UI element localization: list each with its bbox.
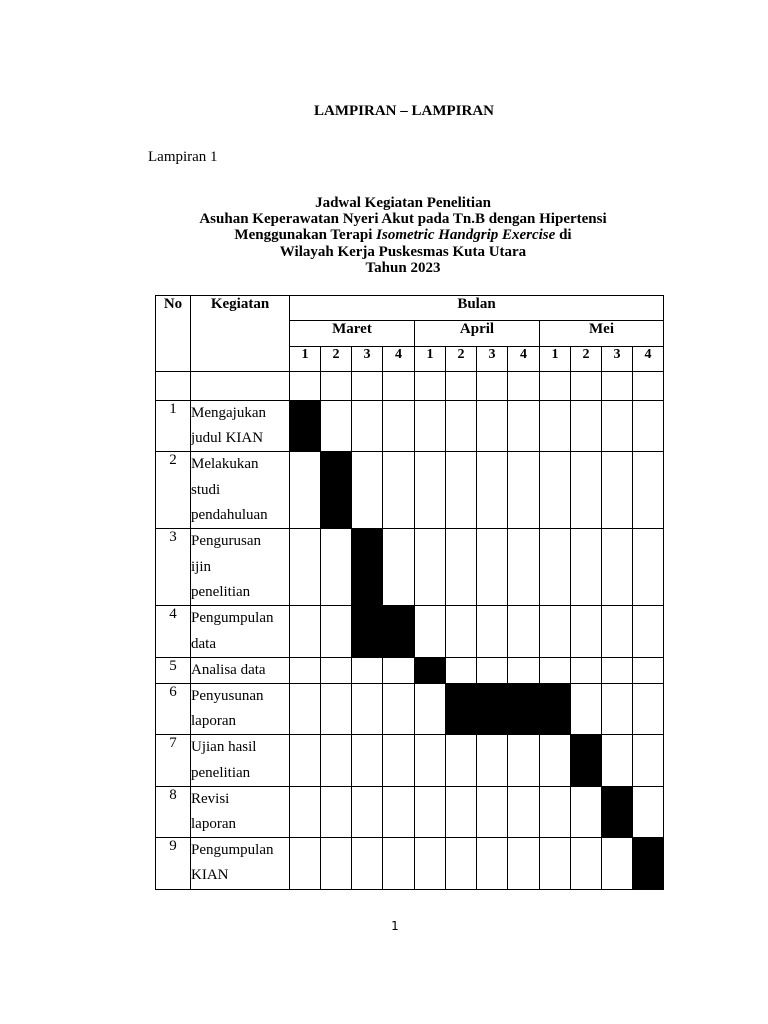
title-line-1: Jadwal Kegiatan Penelitian bbox=[315, 195, 491, 211]
schedule-cell-empty bbox=[571, 684, 602, 735]
schedule-cell-empty bbox=[571, 452, 602, 529]
week-header: 4 bbox=[508, 347, 540, 372]
schedule-cell-empty bbox=[508, 838, 540, 889]
activity-name-line: penelitian bbox=[191, 583, 251, 600]
schedule-cell-empty bbox=[290, 838, 321, 889]
week-header: 2 bbox=[446, 347, 477, 372]
schedule-cell-empty bbox=[633, 452, 664, 529]
activity-name-line: KIAN bbox=[191, 867, 229, 884]
schedule-cell-empty bbox=[508, 657, 540, 683]
schedule-cell-empty bbox=[321, 684, 352, 735]
activity-name-line: Melakukan bbox=[191, 456, 259, 473]
schedule-cell-empty bbox=[290, 452, 321, 529]
schedule-cell-empty bbox=[477, 606, 508, 657]
schedule-cell-empty bbox=[446, 401, 477, 452]
activity-name bbox=[191, 401, 290, 452]
schedule-cell-empty bbox=[415, 606, 446, 657]
header-spacer-cell bbox=[571, 372, 602, 401]
schedule-cell-empty bbox=[602, 657, 633, 683]
schedule-cell-empty bbox=[508, 735, 540, 786]
header-spacer-cell bbox=[477, 372, 508, 401]
schedule-cell-empty bbox=[508, 786, 540, 837]
schedule-cell-filled bbox=[508, 684, 540, 735]
activity-name bbox=[191, 657, 290, 683]
activity-name-line: penelitian bbox=[191, 764, 251, 781]
title-line-2: Asuhan Keperawatan Nyeri Akut pada Tn.B dengan Hipertensi bbox=[199, 211, 607, 228]
schedule-cell-empty bbox=[415, 735, 446, 786]
activity-name bbox=[191, 838, 290, 889]
schedule-cell-empty bbox=[540, 401, 571, 452]
schedule-cell-empty bbox=[321, 786, 352, 837]
table-row bbox=[156, 684, 664, 735]
title-line-3-start: Menggunakan Terapi bbox=[234, 227, 377, 244]
week-header: 1 bbox=[290, 347, 321, 372]
schedule-cell-filled bbox=[321, 452, 352, 529]
table-row bbox=[156, 529, 664, 606]
schedule-cell-empty bbox=[602, 838, 633, 889]
row-number: 5 bbox=[156, 657, 191, 683]
activity-name-line: studi bbox=[191, 481, 221, 498]
schedule-title bbox=[0, 195, 768, 276]
activity-schedule-table bbox=[155, 295, 664, 890]
schedule-cell-empty bbox=[633, 735, 664, 786]
schedule-cell-empty bbox=[415, 786, 446, 837]
schedule-cell-empty bbox=[540, 786, 571, 837]
table-row bbox=[156, 452, 664, 529]
schedule-cell-empty bbox=[321, 657, 352, 683]
schedule-cell-empty bbox=[415, 684, 446, 735]
schedule-cell-empty bbox=[540, 735, 571, 786]
schedule-cell-empty bbox=[446, 529, 477, 606]
table-row bbox=[156, 657, 664, 683]
schedule-cell-filled bbox=[571, 735, 602, 786]
title-line-3 bbox=[0, 227, 768, 243]
schedule-cell-empty bbox=[508, 606, 540, 657]
activity-name-line: judul KIAN bbox=[191, 430, 264, 447]
schedule-cell-empty bbox=[352, 735, 383, 786]
schedule-cell-empty bbox=[415, 401, 446, 452]
schedule-cell-empty bbox=[321, 838, 352, 889]
schedule-cell-empty bbox=[571, 786, 602, 837]
schedule-cell-empty bbox=[446, 606, 477, 657]
header-spacer-cell bbox=[633, 372, 664, 401]
schedule-cell-empty bbox=[633, 684, 664, 735]
week-header: 3 bbox=[602, 347, 633, 372]
schedule-cell-empty bbox=[290, 657, 321, 683]
schedule-cell-empty bbox=[477, 657, 508, 683]
schedule-cell-empty bbox=[602, 529, 633, 606]
schedule-cell-filled bbox=[477, 684, 508, 735]
schedule-cell-empty bbox=[633, 529, 664, 606]
month-header-maret: Maret bbox=[290, 321, 415, 347]
activity-name-line: laporan bbox=[191, 713, 236, 730]
schedule-cell-empty bbox=[446, 735, 477, 786]
schedule-cell-empty bbox=[477, 735, 508, 786]
schedule-cell-empty bbox=[633, 786, 664, 837]
schedule-cell-empty bbox=[477, 838, 508, 889]
activity-name bbox=[191, 684, 290, 735]
schedule-cell-empty bbox=[633, 401, 664, 452]
page-number: 1 bbox=[391, 919, 399, 933]
schedule-cell-filled bbox=[290, 401, 321, 452]
week-header: 4 bbox=[383, 347, 415, 372]
activity-name-line: Analisa data bbox=[191, 661, 266, 678]
schedule-cell-empty bbox=[477, 452, 508, 529]
schedule-cell-empty bbox=[290, 735, 321, 786]
title-line-3-italic: Isometric Handgrip Exercise bbox=[376, 227, 556, 244]
activity-name-line: Pengumpulan bbox=[191, 842, 274, 859]
header-spacer-cell bbox=[540, 372, 571, 401]
activity-name-line: Pengumpulan bbox=[191, 610, 274, 627]
row-number: 3 bbox=[156, 529, 191, 606]
header-spacer-cell bbox=[415, 372, 446, 401]
row-number: 9 bbox=[156, 838, 191, 889]
header-spacer-cell bbox=[321, 372, 352, 401]
schedule-cell-empty bbox=[383, 735, 415, 786]
header-spacer-cell bbox=[290, 372, 321, 401]
schedule-cell-empty bbox=[415, 838, 446, 889]
column-header-bulan: Bulan bbox=[290, 296, 664, 321]
month-header-mei: Mei bbox=[540, 321, 664, 347]
schedule-cell-empty bbox=[352, 838, 383, 889]
schedule-cell-filled bbox=[540, 684, 571, 735]
schedule-cell-empty bbox=[321, 606, 352, 657]
row-number: 6 bbox=[156, 684, 191, 735]
row-number: 7 bbox=[156, 735, 191, 786]
schedule-cell-empty bbox=[446, 657, 477, 683]
activity-name bbox=[191, 529, 290, 606]
schedule-cell-empty bbox=[383, 657, 415, 683]
column-header-kegiatan: Kegiatan bbox=[191, 296, 290, 372]
schedule-cell-empty bbox=[540, 838, 571, 889]
schedule-cell-empty bbox=[352, 452, 383, 529]
activity-name bbox=[191, 606, 290, 657]
table-row bbox=[156, 838, 664, 889]
activity-name-line: Penyusunan bbox=[191, 688, 264, 705]
activity-name-line: laporan bbox=[191, 816, 236, 833]
header-spacer-cell bbox=[383, 372, 415, 401]
activity-name-line: ijin bbox=[191, 558, 212, 575]
schedule-cell-empty bbox=[383, 401, 415, 452]
schedule-cell-filled bbox=[446, 684, 477, 735]
schedule-cell-empty bbox=[633, 606, 664, 657]
activity-name-line: pendahuluan bbox=[191, 506, 268, 523]
schedule-cell-filled bbox=[602, 786, 633, 837]
week-header: 2 bbox=[321, 347, 352, 372]
schedule-cell-filled bbox=[383, 606, 415, 657]
week-header: 1 bbox=[540, 347, 571, 372]
week-header: 3 bbox=[477, 347, 508, 372]
schedule-cell-empty bbox=[446, 786, 477, 837]
activity-name bbox=[191, 452, 290, 529]
schedule-cell-empty bbox=[290, 529, 321, 606]
schedule-cell-empty bbox=[352, 684, 383, 735]
header-spacer-cell bbox=[191, 372, 290, 401]
schedule-cell-filled bbox=[633, 838, 664, 889]
schedule-cell-filled bbox=[352, 529, 383, 606]
table-row bbox=[156, 401, 664, 452]
row-number: 2 bbox=[156, 452, 191, 529]
row-number: 4 bbox=[156, 606, 191, 657]
title-line-5: Tahun 2023 bbox=[365, 259, 441, 276]
week-header: 4 bbox=[633, 347, 664, 372]
header-spacer-cell bbox=[602, 372, 633, 401]
activity-name-line: Revisi bbox=[191, 790, 230, 807]
schedule-cell-empty bbox=[540, 529, 571, 606]
schedule-cell-empty bbox=[602, 452, 633, 529]
title-line-3-end: di bbox=[555, 227, 572, 244]
schedule-cell-empty bbox=[321, 401, 352, 452]
table-row bbox=[156, 786, 664, 837]
schedule-cell-empty bbox=[540, 452, 571, 529]
schedule-cell-empty bbox=[571, 606, 602, 657]
schedule-cell-empty bbox=[602, 684, 633, 735]
schedule-cell-empty bbox=[477, 401, 508, 452]
schedule-cell-empty bbox=[383, 786, 415, 837]
schedule-cell-empty bbox=[352, 786, 383, 837]
schedule-cell-empty bbox=[571, 838, 602, 889]
schedule-cell-empty bbox=[508, 452, 540, 529]
activity-name bbox=[191, 786, 290, 837]
table-row bbox=[156, 735, 664, 786]
header-spacer-cell bbox=[352, 372, 383, 401]
week-header: 2 bbox=[571, 347, 602, 372]
column-header-no: No bbox=[156, 296, 191, 372]
schedule-cell-empty bbox=[571, 401, 602, 452]
table-row bbox=[156, 606, 664, 657]
schedule-cell-empty bbox=[633, 657, 664, 683]
schedule-cell-empty bbox=[540, 657, 571, 683]
schedule-cell-empty bbox=[321, 529, 352, 606]
schedule-cell-empty bbox=[415, 452, 446, 529]
schedule-cell-filled bbox=[415, 657, 446, 683]
header-spacer-cell bbox=[508, 372, 540, 401]
schedule-cell-empty bbox=[321, 735, 352, 786]
activity-name-line: data bbox=[191, 635, 216, 652]
schedule-cell-empty bbox=[477, 529, 508, 606]
schedule-cell-empty bbox=[290, 606, 321, 657]
schedule-cell-empty bbox=[290, 684, 321, 735]
schedule-cell-empty bbox=[446, 838, 477, 889]
row-number: 1 bbox=[156, 401, 191, 452]
schedule-cell-empty bbox=[508, 401, 540, 452]
document-heading: LAMPIRAN – LAMPIRAN bbox=[314, 103, 494, 119]
header-spacer-cell bbox=[446, 372, 477, 401]
month-header-april: April bbox=[415, 321, 540, 347]
schedule-cell-empty bbox=[290, 786, 321, 837]
schedule-cell-empty bbox=[571, 529, 602, 606]
header-spacer-cell bbox=[156, 372, 191, 401]
week-header: 3 bbox=[352, 347, 383, 372]
schedule-cell-empty bbox=[508, 529, 540, 606]
schedule-cell-empty bbox=[602, 735, 633, 786]
schedule-cell-empty bbox=[383, 529, 415, 606]
schedule-cell-empty bbox=[383, 684, 415, 735]
schedule-cell-empty bbox=[602, 401, 633, 452]
week-header: 1 bbox=[415, 347, 446, 372]
schedule-cell-empty bbox=[602, 606, 633, 657]
schedule-cell-empty bbox=[383, 452, 415, 529]
activity-name-line: Ujian hasil bbox=[191, 739, 257, 756]
row-number: 8 bbox=[156, 786, 191, 837]
schedule-cell-empty bbox=[352, 401, 383, 452]
schedule-cell-empty bbox=[540, 606, 571, 657]
schedule-cell-empty bbox=[446, 452, 477, 529]
activity-name-line: Mengajukan bbox=[191, 405, 266, 421]
schedule-cell-empty bbox=[383, 838, 415, 889]
schedule-cell-empty bbox=[477, 786, 508, 837]
activity-name-line: Pengurusan bbox=[191, 533, 261, 550]
schedule-cell-filled bbox=[352, 606, 383, 657]
schedule-cell-empty bbox=[352, 657, 383, 683]
activity-name bbox=[191, 735, 290, 786]
title-line-4: Wilayah Kerja Puskesmas Kuta Utara bbox=[279, 243, 527, 260]
schedule-cell-empty bbox=[571, 657, 602, 683]
attachment-label: Lampiran 1 bbox=[148, 149, 218, 165]
schedule-cell-empty bbox=[415, 529, 446, 606]
